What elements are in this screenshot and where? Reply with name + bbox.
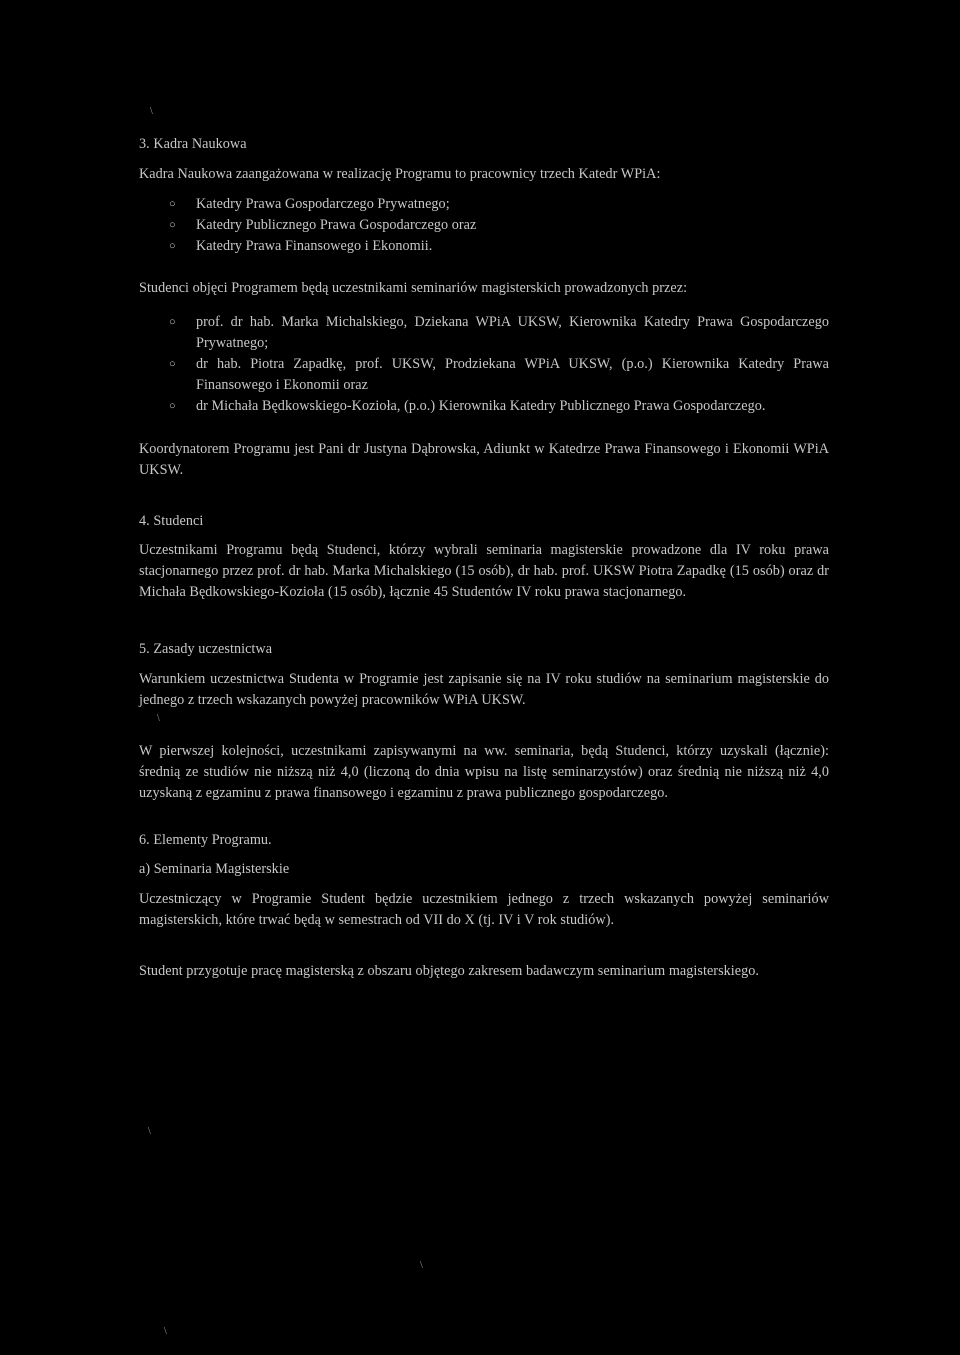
section-3-intro: Kadra Naukowa zaangażowana w realizację Programu to pracownicy trzech Katedr WPiA: (139, 166, 661, 182)
leader-text: dr Michała Będkowskiego-Kozioła, (p.o.) Kierownika Katedry Publicznego Prawa Gospodarczego. (196, 398, 766, 414)
stray-mark: \ (420, 1260, 423, 1271)
bullet-icon: ○ (169, 316, 176, 328)
bullet-icon: ○ (169, 240, 176, 252)
leader-text: prof. dr hab. Marka Michalskiego, Dziekana WPiA UKSW, Kierownika Katedry Prawa Gospodarczego Prywatnego; (196, 314, 829, 351)
bullet-icon: ○ (169, 400, 176, 412)
departments-list (139, 194, 829, 257)
stray-mark: \ (150, 106, 153, 117)
bullet-icon: ○ (169, 358, 176, 370)
bullet-icon: ○ (169, 219, 176, 231)
stray-mark: \ (148, 1126, 151, 1137)
list-item (139, 354, 829, 396)
list-item (139, 215, 829, 236)
coordinator-paragraph: Koordynatorem Programu jest Pani dr Justyna Dąbrowska, Adiunkt w Katedrze Prawa Finansowego i Ekonomii WPiA UKSW. (139, 441, 829, 478)
department-text: Katedry Publicznego Prawa Gospodarczego oraz (196, 217, 477, 233)
bullet-icon: ○ (169, 198, 176, 210)
seminar-leaders-list (139, 312, 829, 417)
list-item (139, 396, 829, 417)
stray-mark: \ (164, 1326, 167, 1337)
department-text: Katedry Prawa Finansowego i Ekonomii. (196, 238, 433, 254)
list-item (139, 312, 829, 354)
section-4-heading: 4. Studenci (139, 513, 204, 529)
section-6-subheading: a) Seminaria Magisterskie (139, 861, 290, 877)
seminar-intro: Studenci objęci Programem będą uczestnikami seminariów magisterskich prowadzonych przez: (139, 280, 688, 296)
document-page (139, 134, 829, 982)
section-3-heading: 3. Kadra Naukowa (139, 136, 247, 152)
stray-mark: \ (157, 713, 160, 724)
list-item (139, 194, 829, 215)
department-text: Katedry Prawa Gospodarczego Prywatnego; (196, 196, 450, 212)
leader-text: dr hab. Piotra Zapadkę, prof. UKSW, Prodziekana WPiA UKSW, (p.o.) Kierownika Katedry Prawa Finansowego i Ekonomii oraz (196, 356, 829, 393)
section-5-heading: 5. Zasady uczestnictwa (139, 641, 273, 657)
section-5-body-1: Warunkiem uczestnictwa Studenta w Programie jest zapisanie się na IV roku studiów na seminarium magisterskie do jednego z trzech wskazanych powyżej pracowników WPiA UKSW. (139, 671, 829, 708)
section-6-heading: 6. Elementy Programu. (139, 832, 272, 848)
section-6-body-1: Uczestniczący w Programie Student będzie uczestnikiem jednego z trzech wskazanych powyżej seminariów magisterskich, które trwać będą w semestrach od VII do X (tj. IV i V rok studiów). (139, 891, 829, 928)
section-5-body-2: W pierwszej kolejności, uczestnikami zapisywanymi na ww. seminaria, będą Studenci, którzy uzyskali (łącznie): średnią ze studiów nie niższą niż 4,0 (liczoną do dnia wpisu na listę seminarzystów) oraz średnią nie niższą niż 4,0 uzyskaną z egzaminu z prawa finansowego i egzaminu z prawa publicznego gospodarczego. (139, 743, 829, 801)
section-4-body: Uczestnikami Programu będą Studenci, którzy wybrali seminaria magisterskie prowadzone dla IV roku prawa stacjonarnego przez prof. dr hab. Marka Michalskiego (15 osób), dr hab. prof. UKSW Piotra Zapadkę (15 osób) oraz dr Michała Będkowskiego-Kozioła (15 osób), łącznie 45 Studentów IV roku prawa stacjonarnego. (139, 542, 829, 600)
section-6-body-2: Student przygotuje pracę magisterską z obszaru objętego zakresem badawczym seminarium magisterskiego. (139, 963, 760, 979)
list-item (139, 236, 829, 257)
